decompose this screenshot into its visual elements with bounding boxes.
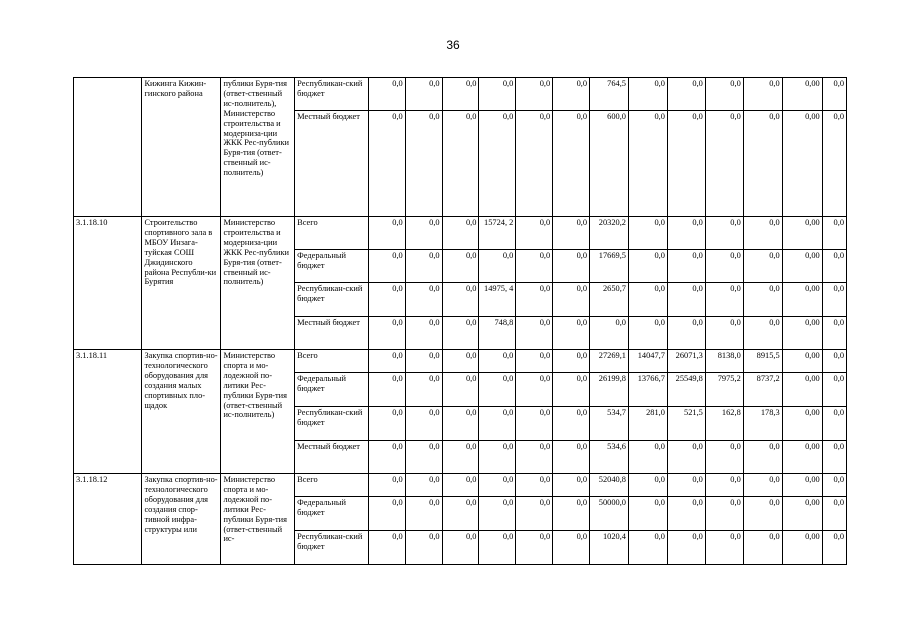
value-cell: 0,0	[705, 474, 743, 497]
budget-table	[73, 77, 847, 565]
code-cell: 3.1.18.10	[74, 217, 142, 350]
value-cell: 0,0	[516, 373, 553, 407]
value-cell: 0,00	[782, 531, 822, 565]
value-cell: 0,0	[405, 497, 442, 531]
executor-cell: Министерство строительства и модерниза-ции ЖКК Рес-публики Буря-тия (ответ-ственный ис-полнитель)	[221, 217, 295, 350]
value-cell: 178,3	[743, 407, 782, 441]
value-cell: 764,5	[590, 78, 629, 111]
value-cell: 0,0	[743, 111, 782, 217]
value-cell: 0,0	[667, 111, 705, 217]
value-cell: 0,0	[667, 317, 705, 350]
value-cell: 0,0	[479, 441, 516, 474]
value-cell: 0,0	[516, 317, 553, 350]
value-cell: 0,0	[822, 78, 846, 111]
value-cell: 0,0	[822, 474, 846, 497]
value-cell: 0,0	[368, 497, 405, 531]
value-cell: 0,0	[442, 283, 479, 317]
value-cell: 0,00	[782, 283, 822, 317]
value-cell: 0,0	[628, 497, 667, 531]
value-cell: 600,0	[590, 111, 629, 217]
value-cell: 0,0	[553, 350, 590, 373]
code-cell	[74, 78, 142, 217]
table-row	[74, 474, 847, 497]
value-cell: 0,00	[782, 441, 822, 474]
value-cell: 0,0	[743, 474, 782, 497]
value-cell: 0,0	[442, 217, 479, 250]
value-cell: 0,0	[822, 350, 846, 373]
value-cell: 0,0	[705, 531, 743, 565]
value-cell: 0,0	[743, 441, 782, 474]
value-cell: 26071,3	[667, 350, 705, 373]
value-cell: 748,8	[479, 317, 516, 350]
value-cell: 534,6	[590, 441, 629, 474]
value-cell: 0,0	[368, 283, 405, 317]
value-cell: 0,0	[516, 350, 553, 373]
funding-source-cell: Республикан-ский бюджет	[295, 283, 369, 317]
value-cell: 0,0	[705, 283, 743, 317]
value-cell: 0,0	[516, 250, 553, 283]
value-cell: 27269,1	[590, 350, 629, 373]
value-cell: 0,0	[442, 497, 479, 531]
value-cell: 0,0	[822, 250, 846, 283]
value-cell: 0,0	[405, 111, 442, 217]
funding-source-cell: Всего	[295, 217, 369, 250]
value-cell: 0,0	[479, 531, 516, 565]
name-cell: Закупка спортив-но-технологического оборудования для создания спор-тивной инфра-структуры или	[142, 474, 221, 565]
value-cell: 14975, 4	[479, 283, 516, 317]
value-cell: 0,0	[553, 373, 590, 407]
value-cell: 281,0	[628, 407, 667, 441]
name-cell: Кижинга Кижин-гинского района	[142, 78, 221, 217]
value-cell: 50000,0	[590, 497, 629, 531]
value-cell: 0,0	[442, 373, 479, 407]
value-cell: 0,00	[782, 317, 822, 350]
value-cell: 20320,2	[590, 217, 629, 250]
value-cell: 0,0	[553, 441, 590, 474]
value-cell: 0,0	[479, 373, 516, 407]
value-cell: 0,0	[479, 350, 516, 373]
value-cell: 0,0	[405, 441, 442, 474]
value-cell: 0,0	[479, 250, 516, 283]
value-cell: 0,0	[553, 317, 590, 350]
table-body	[74, 78, 847, 565]
value-cell: 0,0	[822, 283, 846, 317]
value-cell: 0,0	[553, 78, 590, 111]
value-cell: 0,0	[705, 217, 743, 250]
value-cell: 0,0	[667, 531, 705, 565]
value-cell: 0,0	[667, 250, 705, 283]
value-cell: 25549,8	[667, 373, 705, 407]
value-cell: 0,0	[822, 407, 846, 441]
value-cell: 52040,8	[590, 474, 629, 497]
value-cell: 0,00	[782, 111, 822, 217]
name-cell: Закупка спортив-но-технологического оборудования для создания малых спортивных пло-щадок	[142, 350, 221, 474]
value-cell: 0,0	[743, 497, 782, 531]
value-cell: 17669,5	[590, 250, 629, 283]
funding-source-cell: Всего	[295, 350, 369, 373]
value-cell: 0,00	[782, 250, 822, 283]
value-cell: 0,0	[628, 217, 667, 250]
value-cell: 0,0	[516, 531, 553, 565]
value-cell: 0,00	[782, 474, 822, 497]
value-cell: 0,0	[667, 474, 705, 497]
value-cell: 0,0	[405, 474, 442, 497]
value-cell: 2650,7	[590, 283, 629, 317]
value-cell: 0,0	[442, 350, 479, 373]
value-cell: 0,0	[442, 474, 479, 497]
executor-cell: публики Буря-тия (ответ-ственный ис-полнитель), Министерство строительства и модерниза-ции ЖКК Рес-публики Буря-тия (ответ-ственный ис-полнитель)	[221, 78, 295, 217]
value-cell: 0,0	[442, 111, 479, 217]
value-cell: 534,7	[590, 407, 629, 441]
value-cell: 0,0	[667, 441, 705, 474]
value-cell: 0,0	[553, 217, 590, 250]
value-cell: 15724, 2	[479, 217, 516, 250]
value-cell: 0,0	[405, 407, 442, 441]
value-cell: 0,0	[667, 497, 705, 531]
value-cell: 0,0	[368, 217, 405, 250]
value-cell: 0,0	[368, 250, 405, 283]
value-cell: 8138,0	[705, 350, 743, 373]
value-cell: 0,0	[516, 497, 553, 531]
value-cell: 0,0	[516, 407, 553, 441]
funding-source-cell: Местный бюджет	[295, 441, 369, 474]
value-cell: 0,0	[553, 111, 590, 217]
value-cell: 0,0	[553, 497, 590, 531]
value-cell: 0,0	[479, 497, 516, 531]
value-cell: 0,00	[782, 350, 822, 373]
value-cell: 0,0	[405, 317, 442, 350]
code-cell: 3.1.18.12	[74, 474, 142, 565]
table-row	[74, 217, 847, 250]
executor-cell: Министерство спорта и мо-лодежной по-литики Рес-публики Буря-тия (ответ-ственный ис-	[221, 474, 295, 565]
value-cell: 0,0	[405, 531, 442, 565]
value-cell: 0,0	[822, 217, 846, 250]
value-cell: 0,0	[479, 474, 516, 497]
value-cell: 0,0	[516, 474, 553, 497]
value-cell: 0,0	[553, 531, 590, 565]
value-cell: 0,0	[628, 474, 667, 497]
funding-source-cell: Всего	[295, 474, 369, 497]
value-cell: 0,0	[442, 531, 479, 565]
value-cell: 0,0	[743, 217, 782, 250]
value-cell: 0,0	[405, 217, 442, 250]
value-cell: 0,0	[822, 373, 846, 407]
value-cell: 0,0	[405, 250, 442, 283]
value-cell: 0,0	[405, 350, 442, 373]
value-cell: 0,00	[782, 217, 822, 250]
value-cell: 0,0	[667, 283, 705, 317]
value-cell: 0,0	[479, 407, 516, 441]
page-number: 36	[446, 38, 460, 52]
funding-source-cell: Федеральный бюджет	[295, 497, 369, 531]
value-cell: 0,00	[782, 407, 822, 441]
value-cell: 0,0	[516, 217, 553, 250]
value-cell: 0,0	[705, 78, 743, 111]
value-cell: 0,0	[553, 250, 590, 283]
value-cell: 26199,8	[590, 373, 629, 407]
value-cell: 0,0	[405, 373, 442, 407]
value-cell: 0,0	[479, 78, 516, 111]
value-cell: 0,0	[590, 317, 629, 350]
table-row	[74, 350, 847, 373]
value-cell: 0,0	[368, 531, 405, 565]
value-cell: 14047,7	[628, 350, 667, 373]
value-cell: 0,0	[553, 283, 590, 317]
executor-cell: Министерство спорта и мо-лодежной по-литики Рес-публики Буря-тия (ответ-ственный ис-полнитель)	[221, 350, 295, 474]
value-cell: 0,0	[516, 283, 553, 317]
value-cell: 0,0	[822, 317, 846, 350]
funding-source-cell: Федеральный бюджет	[295, 373, 369, 407]
value-cell: 0,0	[628, 111, 667, 217]
value-cell: 1020,4	[590, 531, 629, 565]
value-cell: 0,00	[782, 497, 822, 531]
funding-source-cell: Местный бюджет	[295, 317, 369, 350]
value-cell: 8915,5	[743, 350, 782, 373]
value-cell: 0,0	[743, 531, 782, 565]
value-cell: 0,0	[705, 111, 743, 217]
value-cell: 13766,7	[628, 373, 667, 407]
value-cell: 0,0	[822, 497, 846, 531]
value-cell: 0,00	[782, 373, 822, 407]
value-cell: 0,0	[705, 317, 743, 350]
value-cell: 0,0	[368, 441, 405, 474]
value-cell: 0,0	[516, 441, 553, 474]
value-cell: 0,0	[516, 78, 553, 111]
value-cell: 0,0	[516, 111, 553, 217]
value-cell: 0,0	[442, 250, 479, 283]
value-cell: 8737,2	[743, 373, 782, 407]
value-cell: 0,0	[743, 317, 782, 350]
funding-source-cell: Местный бюджет	[295, 111, 369, 217]
value-cell: 162,8	[705, 407, 743, 441]
value-cell: 0,0	[442, 407, 479, 441]
name-cell: Строительство спортивного зала в МБОУ Инзага-туйская СОШ Джидинского района Республи-ки Бурятия	[142, 217, 221, 350]
funding-source-cell: Республикан-ский бюджет	[295, 407, 369, 441]
value-cell: 0,0	[405, 283, 442, 317]
value-cell: 0,0	[743, 250, 782, 283]
value-cell: 0,0	[368, 407, 405, 441]
value-cell: 0,0	[628, 283, 667, 317]
value-cell: 0,0	[368, 474, 405, 497]
value-cell: 0,0	[743, 78, 782, 111]
value-cell: 0,0	[628, 250, 667, 283]
value-cell: 0,0	[667, 217, 705, 250]
value-cell: 0,0	[822, 441, 846, 474]
value-cell: 0,0	[553, 474, 590, 497]
value-cell: 0,0	[628, 78, 667, 111]
value-cell: 0,0	[628, 441, 667, 474]
value-cell: 0,0	[405, 78, 442, 111]
value-cell: 7975,2	[705, 373, 743, 407]
value-cell: 0,0	[368, 350, 405, 373]
funding-source-cell: Республикан-ский бюджет	[295, 531, 369, 565]
value-cell: 0,0	[553, 407, 590, 441]
value-cell: 0,0	[368, 373, 405, 407]
value-cell: 0,0	[705, 441, 743, 474]
value-cell: 521,5	[667, 407, 705, 441]
value-cell: 0,0	[628, 531, 667, 565]
code-cell: 3.1.18.11	[74, 350, 142, 474]
value-cell: 0,0	[368, 317, 405, 350]
value-cell: 0,0	[442, 78, 479, 111]
funding-source-cell: Республикан-ский бюджет	[295, 78, 369, 111]
value-cell: 0,0	[628, 317, 667, 350]
value-cell: 0,0	[368, 111, 405, 217]
funding-source-cell: Федеральный бюджет	[295, 250, 369, 283]
value-cell: 0,0	[442, 441, 479, 474]
value-cell: 0,0	[479, 111, 516, 217]
value-cell: 0,0	[368, 78, 405, 111]
value-cell: 0,0	[442, 317, 479, 350]
table-row	[74, 78, 847, 111]
value-cell: 0,0	[667, 78, 705, 111]
value-cell: 0,0	[822, 111, 846, 217]
value-cell: 0,0	[705, 250, 743, 283]
value-cell: 0,0	[705, 497, 743, 531]
value-cell: 0,00	[782, 78, 822, 111]
value-cell: 0,0	[822, 531, 846, 565]
value-cell: 0,0	[743, 283, 782, 317]
